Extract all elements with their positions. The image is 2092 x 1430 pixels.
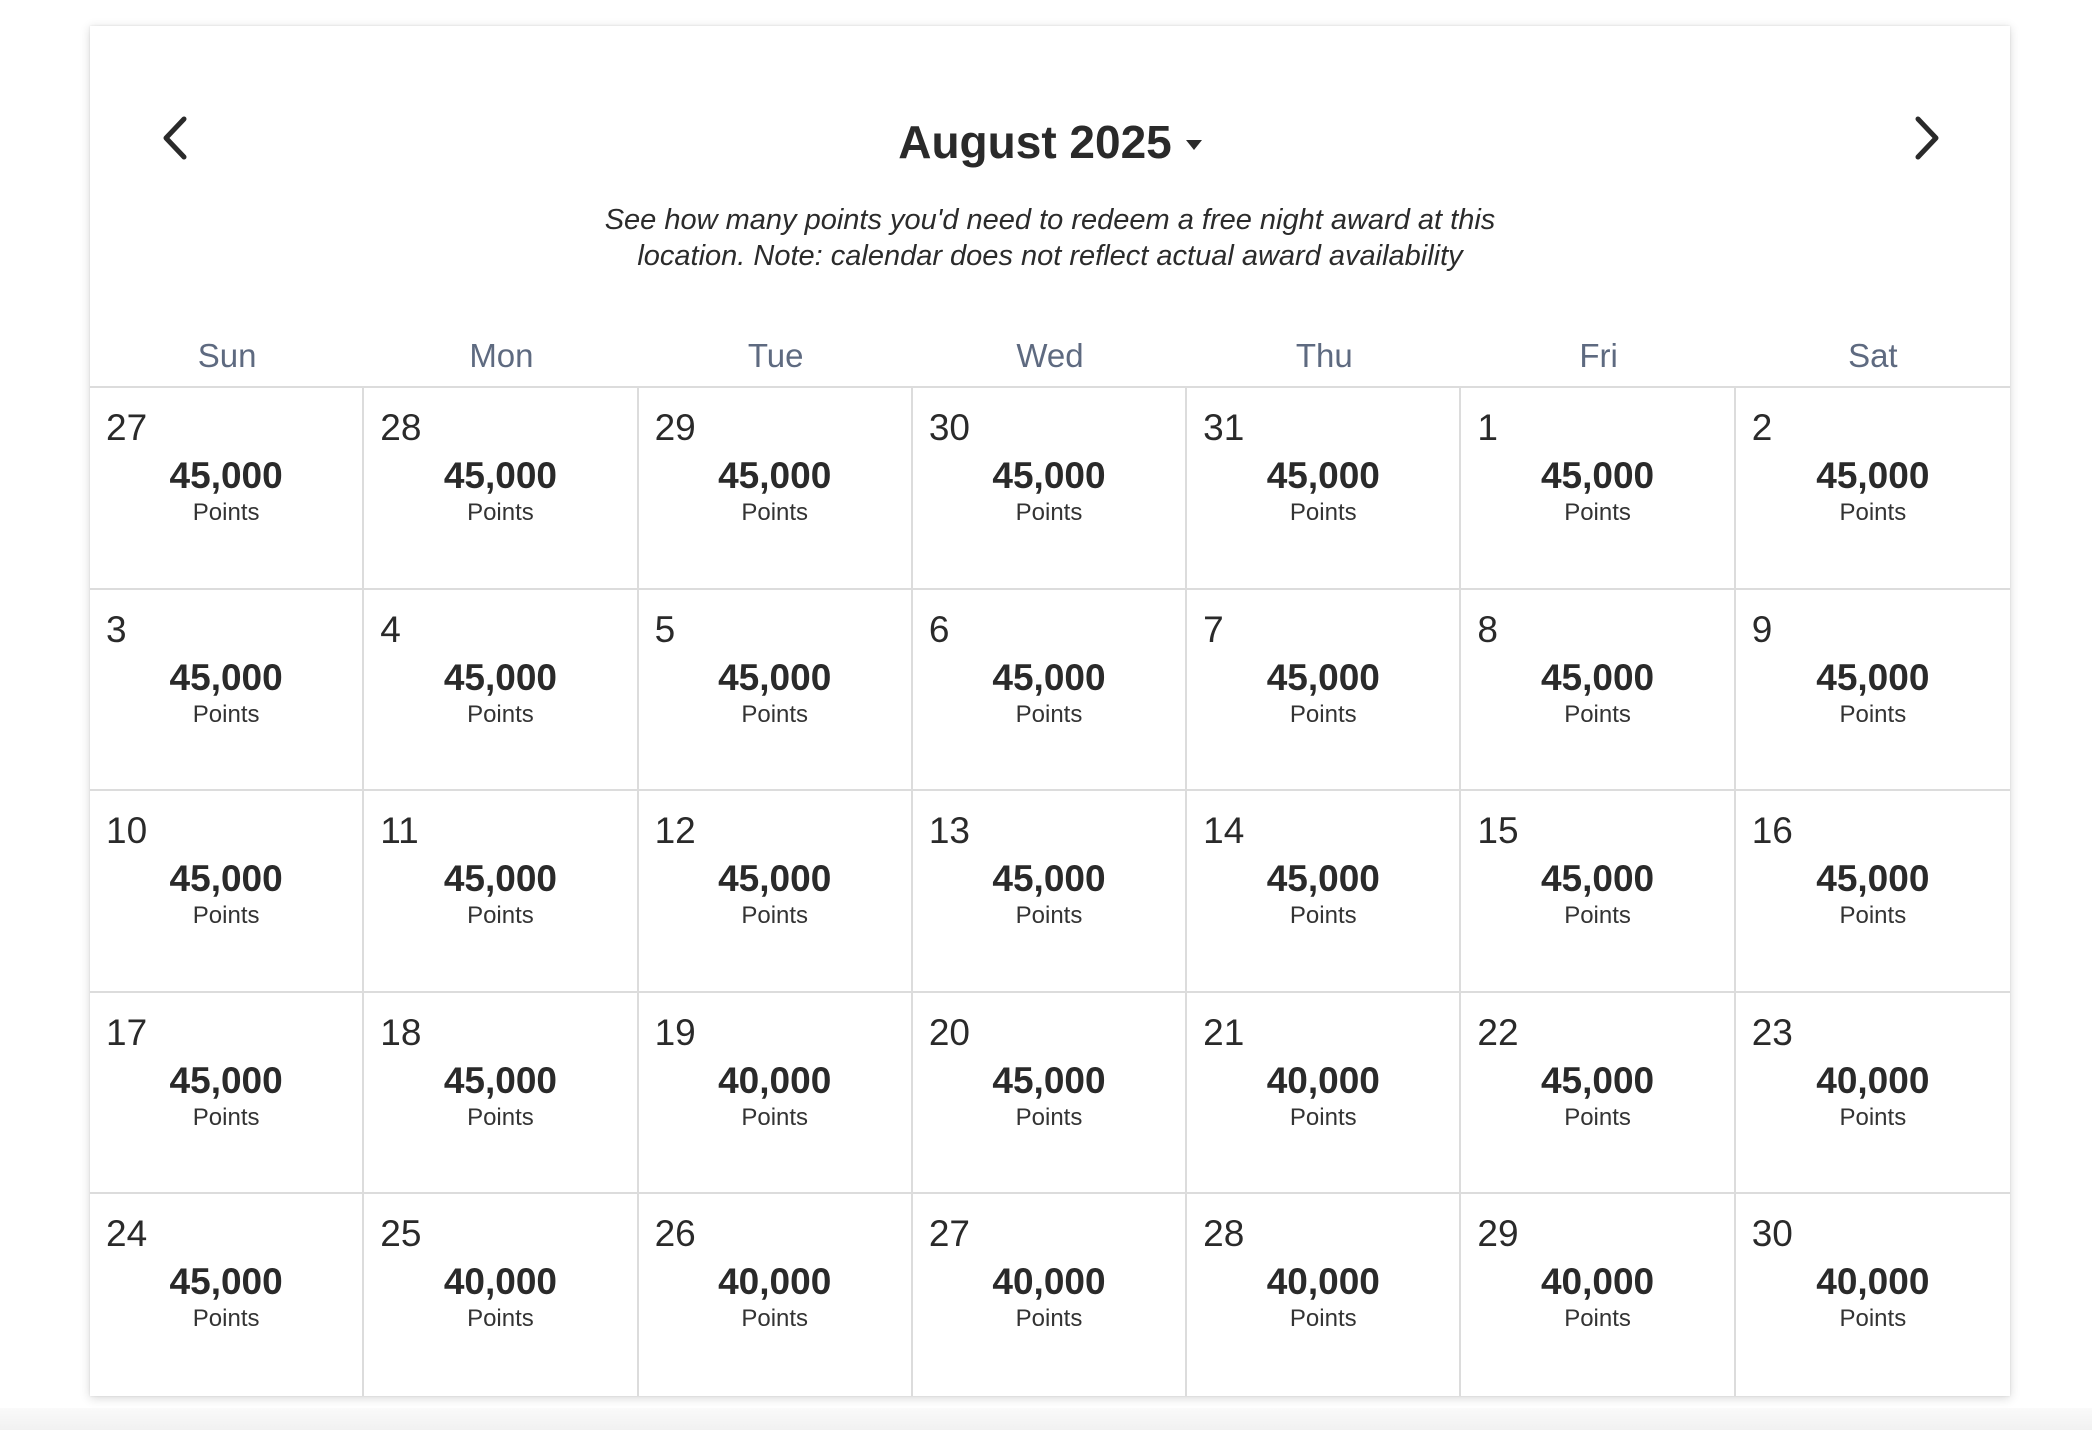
calendar-day-cell[interactable]: [1736, 791, 2010, 993]
points-value: 45,000: [443, 858, 557, 900]
day-number: 30: [928, 407, 970, 448]
month-label: August 2025: [898, 116, 1172, 168]
day-number: 28: [1203, 1213, 1245, 1255]
points-value: 45,000: [992, 656, 1106, 698]
day-number: 12: [654, 810, 696, 852]
calendar-day-cell[interactable]: [1736, 993, 2010, 1195]
calendar-day-cell[interactable]: [639, 590, 913, 792]
day-number: 31: [1203, 407, 1245, 448]
day-number: 30: [1751, 1213, 1793, 1255]
points-unit-label: Points: [741, 700, 809, 728]
points-value: 40,000: [443, 1261, 557, 1303]
points-value: 45,000: [1816, 455, 1930, 496]
points-value: 45,000: [1266, 858, 1380, 900]
points-unit-label: Points: [1015, 700, 1083, 728]
points-value: 40,000: [1266, 1059, 1380, 1101]
points-value: 45,000: [443, 455, 557, 496]
calendar-day-cell[interactable]: [90, 590, 364, 792]
calendar-day-cell[interactable]: [1461, 791, 1735, 993]
caret-down-icon: [1186, 140, 1202, 150]
points-unit-label: Points: [192, 902, 260, 930]
points-unit-label: Points: [741, 1305, 809, 1333]
calendar-day-cell[interactable]: [364, 1194, 638, 1396]
calendar-day-cell[interactable]: [1736, 388, 2010, 590]
calendar-day-cell[interactable]: [90, 993, 364, 1195]
points-value: 45,000: [718, 858, 832, 900]
day-number: 8: [1477, 608, 1498, 650]
points-unit-label: Points: [467, 1305, 534, 1333]
points-value: 45,000: [169, 1261, 283, 1303]
points-value: 45,000: [1266, 656, 1380, 698]
points-unit-label: Points: [1289, 902, 1357, 930]
calendar-day-cell[interactable]: [90, 1194, 364, 1396]
points-unit-label: Points: [1564, 1103, 1631, 1131]
points-value: 45,000: [169, 656, 283, 698]
weekday-label: Tue: [747, 337, 804, 374]
day-number: 27: [106, 407, 148, 448]
points-unit-label: Points: [1289, 499, 1357, 526]
calendar-day-cell[interactable]: [1187, 791, 1461, 993]
points-value: 40,000: [1266, 1261, 1380, 1303]
points-value: 45,000: [169, 455, 283, 496]
availability-disclaimer: [600, 202, 1500, 274]
weekday-header: [90, 326, 2010, 386]
points-unit-label: Points: [1015, 902, 1083, 930]
chevron-right-icon: [1910, 113, 1944, 163]
points-value: 45,000: [1540, 858, 1655, 900]
day-number: 21: [1203, 1011, 1245, 1053]
weekday-label: Thu: [1295, 337, 1353, 374]
points-value: 45,000: [169, 858, 283, 900]
day-number: 11: [380, 810, 419, 852]
calendar-day-cell[interactable]: [1187, 993, 1461, 1195]
points-unit-label: Points: [192, 700, 260, 728]
points-value: 45,000: [169, 1059, 283, 1101]
points-unit-label: Points: [1564, 902, 1631, 930]
day-number: 24: [106, 1213, 148, 1255]
calendar-day-cell[interactable]: [913, 590, 1187, 792]
day-number: 2: [1751, 407, 1773, 448]
points-unit-label: Points: [1564, 499, 1631, 526]
day-number: 29: [654, 407, 696, 448]
day-number: 9: [1751, 608, 1773, 650]
points-value: 45,000: [718, 455, 832, 496]
points-value: 45,000: [718, 656, 832, 698]
calendar-day-cell[interactable]: [1736, 590, 2010, 792]
calendar-day-cell[interactable]: [913, 993, 1187, 1195]
calendar-day-cell[interactable]: [1461, 590, 1735, 792]
calendar-day-cell[interactable]: [1461, 1194, 1735, 1396]
day-number: 19: [654, 1011, 696, 1053]
calendar-day-cell[interactable]: [1187, 590, 1461, 792]
points-value: 45,000: [1266, 455, 1380, 496]
points-value: 40,000: [1816, 1059, 1930, 1101]
points-unit-label: Points: [1839, 499, 1907, 526]
month-selector[interactable]: [90, 110, 2010, 174]
points-value: 45,000: [1540, 1059, 1655, 1101]
calendar-day-cell[interactable]: [364, 388, 638, 590]
day-number: 4: [380, 608, 401, 650]
points-value: 45,000: [1540, 455, 1655, 496]
points-value: 45,000: [992, 858, 1106, 900]
points-unit-label: Points: [741, 1103, 809, 1131]
weekday-label: Mon: [469, 337, 534, 374]
points-value: 45,000: [992, 455, 1106, 496]
points-unit-label: Points: [1839, 700, 1907, 728]
calendar-day-cell[interactable]: [913, 791, 1187, 993]
day-number: 22: [1477, 1011, 1519, 1053]
calendar-day-cell[interactable]: [1187, 1194, 1461, 1396]
disclaimer-line: See how many points you'd need to redeem a free night award at this: [604, 204, 1496, 236]
day-number: 26: [654, 1213, 696, 1255]
points-value: 40,000: [718, 1059, 832, 1101]
disclaimer-line: location. Note: calendar does not reflect actual award availability: [637, 240, 1463, 272]
calendar-day-cell[interactable]: [364, 791, 638, 993]
day-number: 29: [1477, 1213, 1519, 1255]
points-unit-label: Points: [741, 902, 809, 930]
points-unit-label: Points: [192, 1305, 260, 1333]
points-unit-label: Points: [467, 499, 534, 526]
day-number: 3: [106, 608, 127, 650]
points-unit-label: Points: [192, 1103, 260, 1131]
points-value: 45,000: [1816, 858, 1930, 900]
points-unit-label: Points: [1564, 1305, 1631, 1333]
calendar-grid: [90, 386, 2010, 1396]
calendar-day-cell[interactable]: [913, 388, 1187, 590]
day-number: 16: [1751, 810, 1793, 852]
points-unit-label: Points: [192, 499, 260, 526]
points-unit-label: Points: [741, 499, 809, 526]
points-value: 40,000: [1816, 1261, 1930, 1303]
points-unit-label: Points: [1839, 1305, 1907, 1333]
points-unit-label: Points: [1289, 1103, 1357, 1131]
points-value: 45,000: [1540, 656, 1655, 698]
weekday-label: Wed: [1016, 337, 1084, 374]
calendar-day-cell[interactable]: [90, 791, 364, 993]
points-value: 45,000: [443, 656, 557, 698]
day-number: 7: [1203, 608, 1224, 650]
calendar-day-cell[interactable]: [364, 993, 638, 1195]
day-number: 10: [106, 810, 148, 852]
weekday-label: Sat: [1848, 337, 1898, 374]
award-calendar: [90, 26, 2010, 1396]
day-number: 20: [928, 1011, 970, 1053]
points-unit-label: Points: [1015, 1305, 1083, 1333]
day-number: 13: [928, 810, 970, 852]
day-number: 28: [380, 407, 422, 448]
points-value: 40,000: [718, 1261, 832, 1303]
calendar-day-cell[interactable]: [90, 388, 364, 590]
day-number: 27: [928, 1213, 970, 1255]
calendar-day-cell[interactable]: [1461, 388, 1735, 590]
calendar-day-cell[interactable]: [1187, 388, 1461, 590]
points-unit-label: Points: [1839, 1103, 1907, 1131]
day-number: 5: [654, 608, 676, 650]
points-unit-label: Points: [467, 902, 534, 930]
day-number: 17: [106, 1011, 148, 1053]
weekday-label: Fri: [1579, 337, 1618, 374]
calendar-day-cell[interactable]: [913, 1194, 1187, 1396]
calendar-day-cell[interactable]: [639, 1194, 913, 1396]
points-value: 45,000: [443, 1059, 557, 1101]
calendar-day-cell[interactable]: [1736, 1194, 2010, 1396]
day-number: 18: [380, 1011, 422, 1053]
points-unit-label: Points: [1564, 700, 1631, 728]
points-value: 40,000: [1540, 1261, 1655, 1303]
points-unit-label: Points: [1839, 902, 1907, 930]
next-month-button[interactable]: [1897, 108, 1957, 168]
points-unit-label: Points: [467, 700, 534, 728]
points-value: 40,000: [992, 1261, 1106, 1303]
calendar-day-cell[interactable]: [639, 791, 913, 993]
day-number: 23: [1751, 1011, 1793, 1053]
day-number: 1: [1477, 407, 1498, 448]
day-number: 15: [1477, 810, 1519, 852]
weekday-label: Sun: [197, 337, 257, 374]
points-unit-label: Points: [1015, 1103, 1083, 1131]
points-unit-label: Points: [467, 1103, 534, 1131]
calendar-day-cell[interactable]: [364, 590, 638, 792]
calendar-day-cell[interactable]: [639, 388, 913, 590]
calendar-day-cell[interactable]: [639, 993, 913, 1195]
calendar-day-cell[interactable]: [1461, 993, 1735, 1195]
day-number: 25: [380, 1213, 422, 1255]
day-number: 14: [1203, 810, 1245, 852]
points-unit-label: Points: [1015, 499, 1083, 526]
day-number: 6: [928, 608, 950, 650]
points-value: 45,000: [1816, 656, 1930, 698]
points-value: 45,000: [992, 1059, 1106, 1101]
points-unit-label: Points: [1289, 700, 1357, 728]
points-unit-label: Points: [1289, 1305, 1357, 1333]
page-bottom-edge: [0, 1408, 2092, 1430]
